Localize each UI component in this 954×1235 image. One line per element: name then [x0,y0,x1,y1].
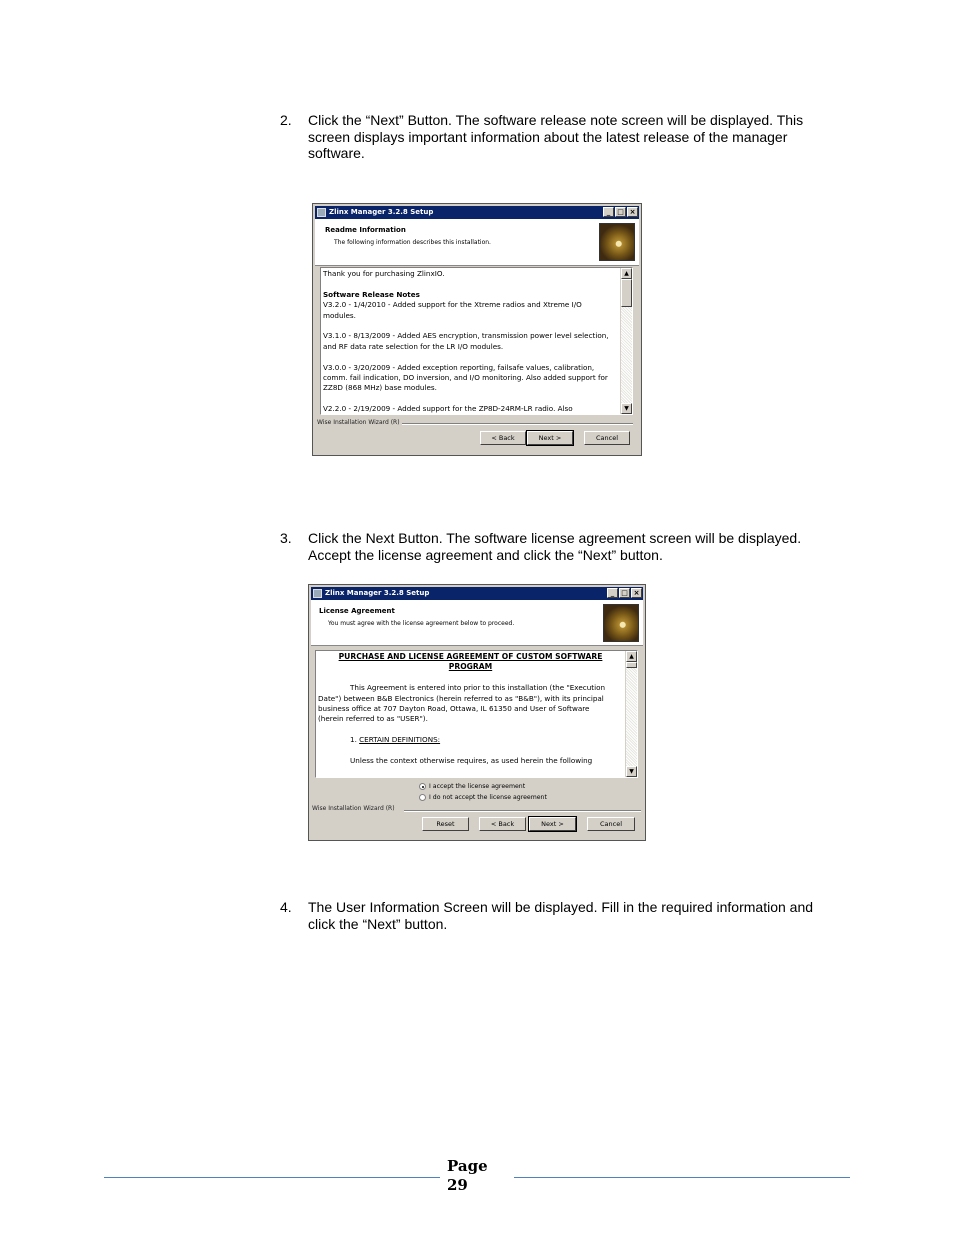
setup-app-icon [317,208,326,217]
wizard-label: Wise Installation Wizard (R) [312,805,395,812]
license-line: Unless the context otherwise requires, as used herein the following [350,756,593,766]
decline-radio-option[interactable] [419,794,547,801]
step-text: Click the “Next” Button. The software release note screen will be displayed. This screen displays important information about the latest release of the manager software. [308,112,804,161]
reset-button[interactable]: Reset [422,817,469,831]
cd-install-icon [599,223,635,261]
notes-line: V3.2.0 - 1/4/2010 - Added support for the Xtreme radios and Xtreme I/O [323,300,582,310]
header-title: License Agreement [319,607,395,615]
maximize-icon[interactable]: □ [619,588,630,598]
definitions-heading [318,735,623,745]
scroll-down-icon[interactable]: ▼ [626,766,637,777]
header-subtitle: The following information describes this installation. [334,239,491,246]
dialog-header [315,219,639,266]
page-num: 29 [447,1176,468,1194]
title-bar [315,206,639,219]
vertical-scrollbar[interactable] [625,651,637,777]
scroll-thumb[interactable] [626,662,637,668]
next-button[interactable]: Next > [529,817,576,831]
notes-line: ZZ8D (868 MHz) base modules. [323,383,437,393]
license-title: PROGRAM [448,662,493,672]
license-title: PURCHASE AND LICENSE AGREEMENT OF CUSTOM SOFTWARE [338,652,603,661]
page-number [447,1157,488,1195]
license-line: Date") between B&B Electronics (herein referred to as "B&B"), with its principal [318,693,604,703]
notes-line: Thank you for purchasing ZlinxIO. [323,269,445,278]
cd-install-icon [603,604,639,642]
back-button[interactable]: < Back [479,817,526,831]
maximize-icon[interactable]: □ [615,207,626,217]
license-dialog [308,584,646,841]
dialog-header [311,600,643,646]
footer-rule-right [514,1177,850,1178]
window-title: Zlinx Manager 3.2.8 Setup [329,208,434,216]
scroll-down-icon[interactable]: ▼ [621,403,632,414]
readme-dialog [312,203,642,456]
close-icon[interactable]: × [627,207,638,217]
vertical-scrollbar[interactable] [620,268,632,414]
scroll-up-icon[interactable]: ▲ [626,651,637,662]
definitions-number: 1. [350,735,360,745]
radio-selected-icon[interactable] [419,783,426,790]
wizard-divider [404,810,641,812]
blank-line [318,746,623,756]
minimize-icon[interactable]: _ [607,588,618,598]
next-button[interactable]: Next > [527,431,573,445]
cancel-button[interactable]: Cancel [587,817,635,831]
step-number: 3. [280,530,292,546]
header-title: Readme Information [325,226,406,234]
window-title: Zlinx Manager 3.2.8 Setup [325,589,430,597]
title-bar [311,587,643,600]
setup-app-icon [313,589,322,598]
definitions-label: CERTAIN DEFINITIONS: [359,735,441,745]
license-line: (herein referred to as "USER"). [318,714,428,724]
notes-line: comm. fail indication, DO inversion, and I/O monitoring. Also added support for [323,373,608,383]
minimize-icon[interactable]: _ [603,207,614,217]
scroll-thumb[interactable] [621,279,632,307]
back-button[interactable]: < Back [480,431,526,445]
step-4 [280,899,825,932]
notes-heading: Software Release Notes [323,289,420,299]
step-text: Click the Next Button. The software license agreement screen will be displayed. Accept the license agreement and click the “Next” button. [308,530,802,563]
wizard-label: Wise Installation Wizard (R) [317,419,400,426]
notes-line [323,279,618,289]
footer-rule-left [104,1177,440,1178]
notes-line: V3.1.0 - 8/13/2009 - Added AES encryption, transmission power level selection, [323,331,609,341]
step-3 [280,530,825,563]
step-text: The User Information Screen will be displayed. Fill in the required information and click the “Next” button. [308,899,814,932]
release-notes-textbox[interactable] [320,267,633,415]
license-textbox[interactable] [315,650,638,778]
notes-line: V3.0.0 - 3/20/2009 - Added exception reporting, failsafe values, calibration, [323,362,595,372]
close-icon[interactable]: × [631,588,642,598]
header-subtitle: You must agree with the license agreement below to proceed. [328,620,515,627]
cancel-button[interactable]: Cancel [584,431,630,445]
step-number: 2. [280,112,292,128]
blank-line [318,725,623,735]
notes-line: and RF data rate selection for the LR I/O modules. [323,341,504,351]
accept-radio-option[interactable] [419,783,525,790]
notes-line [323,321,618,331]
notes-line [323,394,618,404]
notes-line: modules. [323,310,356,320]
page-label: Page [447,1157,488,1175]
license-line: business office at 707 Dayton Road, Ottawa, IL 61350 and User of Software [318,704,590,714]
blank-line [318,673,623,683]
step-2 [280,112,825,162]
notes-line: V2.2.0 - 2/19/2009 - Added support for the ZP8D-24RM-LR radio. Also [323,404,573,414]
decline-label: I do not accept the license agreement [429,794,547,801]
wizard-divider [365,423,633,425]
scroll-up-icon[interactable]: ▲ [621,268,632,279]
license-line: This Agreement is entered into prior to this installation (the "Execution [350,683,606,693]
step-number: 4. [280,899,292,915]
notes-line [323,352,618,362]
radio-unselected-icon[interactable] [419,794,426,801]
accept-label: I accept the license agreement [429,783,526,790]
